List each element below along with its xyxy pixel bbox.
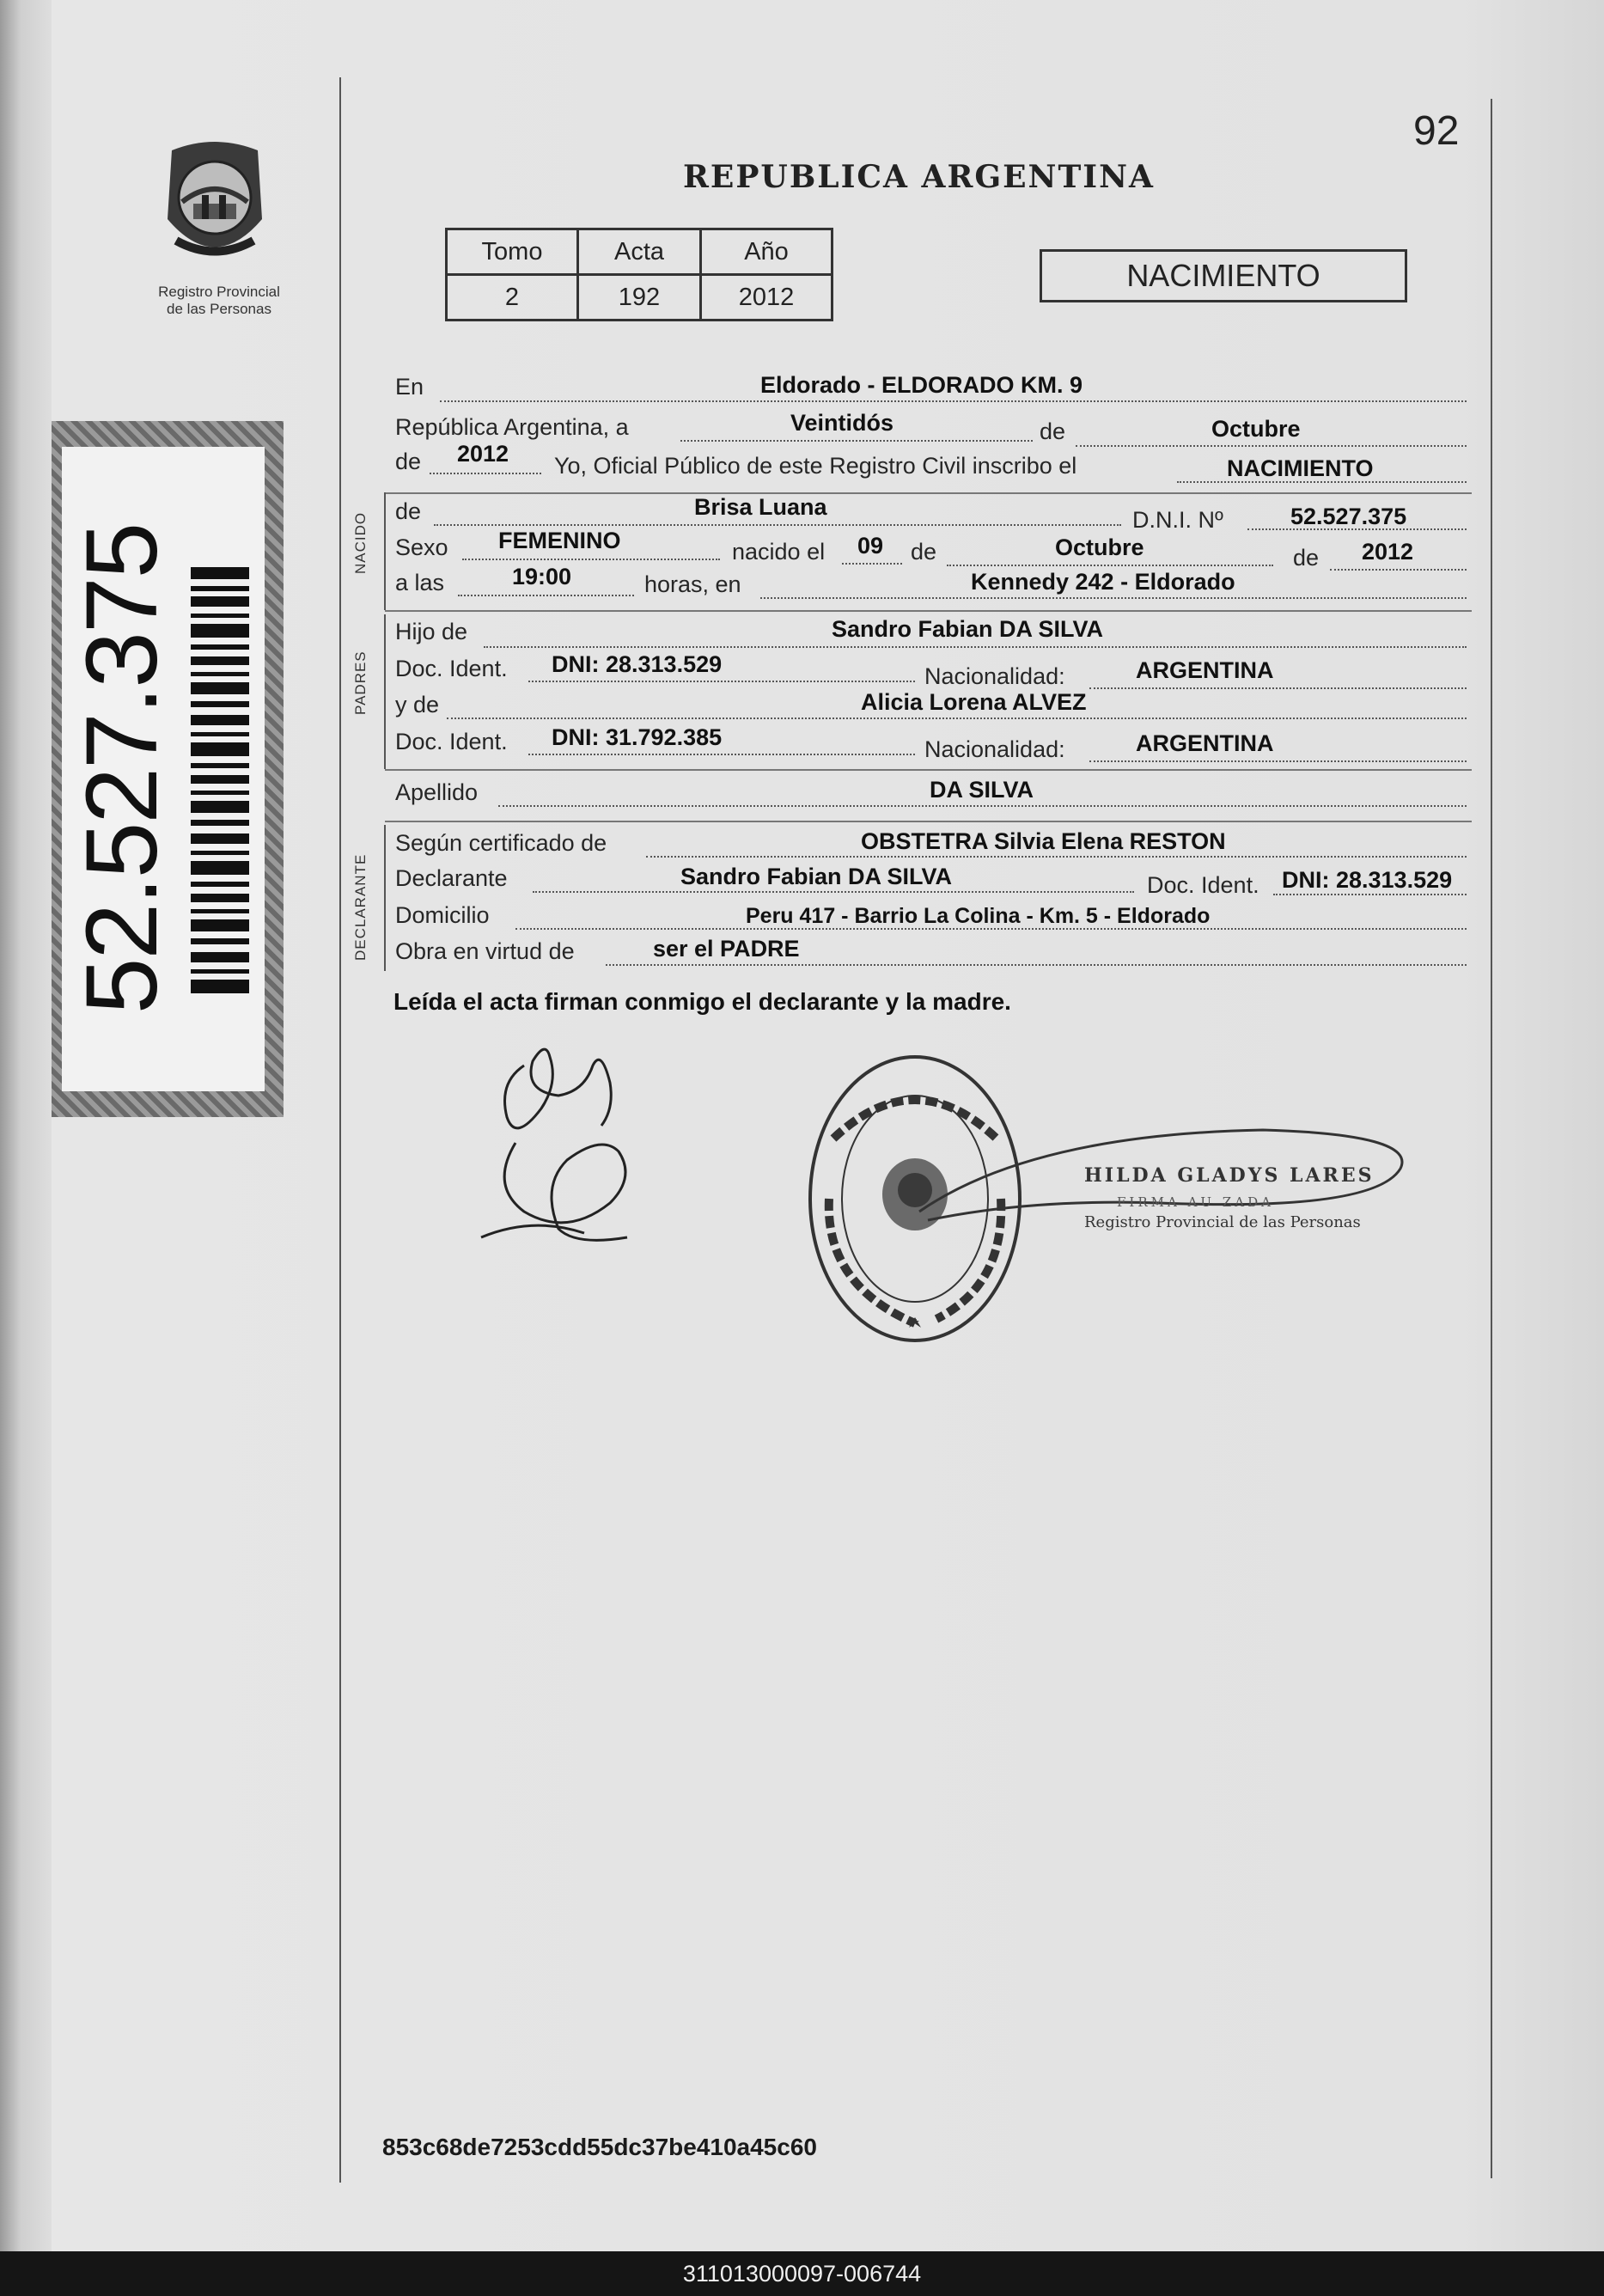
label-y-de: y de — [395, 692, 440, 718]
label-republica: República Argentina, a — [395, 414, 629, 440]
barcode-label — [62, 447, 265, 1091]
label-hijo: Hijo de — [395, 619, 468, 644]
value-dni: 52.527.375 — [1290, 504, 1407, 529]
padres-bracket — [384, 614, 386, 769]
label-sexo: Sexo — [395, 534, 448, 560]
value-nacido-dia: 09 — [857, 533, 884, 559]
label-de: de — [1293, 545, 1320, 571]
value-dia: Veintidós — [790, 410, 894, 436]
provincial-coat-of-arms-icon — [155, 133, 275, 271]
label-domicilio: Domicilio — [395, 902, 490, 928]
dotted-line — [606, 964, 1467, 966]
dotted-line — [447, 718, 1467, 719]
label-de: de — [395, 449, 422, 474]
value-en: Eldorado - ELDORADO KM. 9 — [760, 372, 1083, 398]
signature-stamp — [902, 1117, 1418, 1255]
dotted-line — [1076, 445, 1467, 447]
registry-caption-line2: de las Personas — [167, 301, 271, 317]
registry-caption — [129, 284, 309, 318]
dotted-line — [947, 565, 1273, 566]
dotted-line — [1273, 894, 1467, 895]
section-divider — [385, 821, 1472, 822]
hash-code: 853c68de7253cdd55dc37be410a45c60 — [382, 2134, 817, 2160]
label-doc-ident: Doc. Ident. — [395, 656, 508, 681]
stamp-line2: FIRMA AU ZADA — [1117, 1194, 1274, 1210]
stamp-name: HILDA GLADYS LARES — [1084, 1164, 1375, 1187]
left-frame-line — [339, 77, 341, 2183]
value-padre: Sandro Fabian DA SILVA — [832, 616, 1104, 642]
acta-table — [445, 228, 833, 321]
dotted-line — [1330, 569, 1467, 571]
declarante-bracket — [384, 825, 386, 971]
dotted-line — [680, 440, 1033, 442]
acta-header-tomo: Tomo — [447, 229, 578, 275]
closing-statement: Leída el acta firman conmigo el declarante y la madre. — [393, 988, 1011, 1015]
label-nacido: nacido el — [732, 539, 826, 565]
label-doc-ident: Doc. Ident. — [1147, 872, 1259, 898]
value-mes: Octubre — [1211, 416, 1301, 442]
value-obra: ser el PADRE — [653, 936, 800, 962]
dotted-line — [462, 559, 720, 560]
dotted-line — [440, 400, 1467, 402]
value-sexo: FEMENINO — [498, 528, 621, 553]
section-divider — [385, 610, 1472, 612]
registry-caption-line1: Registro Provincial — [158, 284, 280, 300]
nacido-bracket — [384, 492, 386, 610]
acta-header-acta: Acta — [578, 229, 701, 275]
label-de: de — [911, 539, 937, 565]
side-label-padres: PADRES — [352, 650, 369, 715]
side-label-declarante: DECLARANTE — [352, 853, 369, 961]
value-doc-padre: DNI: 28.313.529 — [552, 651, 723, 677]
footer-id: 311013000097-006744 — [0, 2251, 1604, 2296]
label-doc-ident: Doc. Ident. — [395, 729, 508, 754]
value-nombre: Brisa Luana — [694, 494, 827, 520]
label-nacionalidad: Nacionalidad: — [924, 736, 1065, 762]
acta-value-tomo: 2 — [447, 275, 578, 321]
dotted-line — [484, 646, 1467, 648]
value-inscribo: NACIMIENTO — [1227, 455, 1374, 481]
dotted-line — [1089, 760, 1467, 762]
value-hora: 19:00 — [512, 564, 572, 589]
value-doc-declarante: DNI: 28.313.529 — [1282, 867, 1453, 893]
value-doc-madre: DNI: 31.792.385 — [552, 724, 723, 750]
stamp-line3: Registro Provincial de las Personas — [1084, 1213, 1361, 1231]
book-spine — [0, 0, 52, 2251]
value-lugar: Kennedy 242 - Eldorado — [971, 569, 1235, 595]
value-anio: 2012 — [457, 441, 509, 467]
label-de: de — [395, 498, 422, 524]
acta-header-anio: Año — [701, 229, 832, 275]
label-apellido: Apellido — [395, 779, 479, 805]
label-certificado: Según certificado de — [395, 830, 607, 856]
value-declarante: Sandro Fabian DA SILVA — [680, 864, 953, 889]
barcode-panel — [52, 421, 284, 1117]
record-type-box: NACIMIENTO — [1040, 249, 1407, 302]
label-de: de — [1040, 418, 1066, 444]
dotted-line — [1089, 687, 1467, 689]
side-label-nacido: NACIDO — [352, 511, 369, 574]
dotted-line — [842, 563, 902, 565]
section-divider — [385, 492, 1472, 494]
label-obra: Obra en virtud de — [395, 938, 575, 964]
value-nac-padre: ARGENTINA — [1136, 657, 1274, 683]
dotted-line — [533, 891, 1134, 893]
dotted-line — [434, 524, 1121, 526]
barcode-icon — [191, 567, 249, 997]
label-nacionalidad: Nacionalidad: — [924, 663, 1065, 689]
dotted-line — [458, 595, 634, 596]
value-madre: Alicia Lorena ALVEZ — [861, 689, 1087, 715]
dotted-line — [528, 681, 915, 682]
value-nacido-anio: 2012 — [1362, 539, 1414, 565]
dotted-line — [430, 473, 541, 474]
section-divider — [385, 769, 1472, 771]
barcode-number: 52.527.375 — [65, 523, 179, 1015]
dotted-line — [498, 805, 1467, 807]
country-title: REPUBLICA ARGENTINA — [683, 159, 1155, 195]
value-nac-madre: ARGENTINA — [1136, 730, 1274, 756]
acta-value-acta: 192 — [578, 275, 701, 321]
label-declarante: Declarante — [395, 865, 508, 891]
label-horas: horas, en — [644, 571, 741, 597]
value-nacido-mes: Octubre — [1055, 534, 1144, 560]
page-number: 92 — [1413, 108, 1460, 154]
dotted-line — [646, 856, 1467, 858]
value-certificado: OBSTETRA Silvia Elena RESTON — [861, 828, 1226, 854]
label-alas: a las — [395, 570, 445, 595]
dotted-line — [528, 754, 915, 755]
text-oficial: Yo, Oficial Público de este Registro Civil inscribo el — [554, 453, 1077, 479]
dotted-line — [760, 597, 1467, 599]
label-en: En — [395, 374, 424, 400]
value-apellido: DA SILVA — [930, 777, 1034, 803]
right-frame-line — [1491, 99, 1492, 2178]
acta-value-anio: 2012 — [701, 275, 832, 321]
label-dni: D.N.I. Nº — [1132, 507, 1223, 533]
value-domicilio: Peru 417 - Barrio La Colina - Km. 5 - Eldorado — [746, 904, 1211, 928]
handwritten-signature-icon — [464, 1031, 662, 1263]
